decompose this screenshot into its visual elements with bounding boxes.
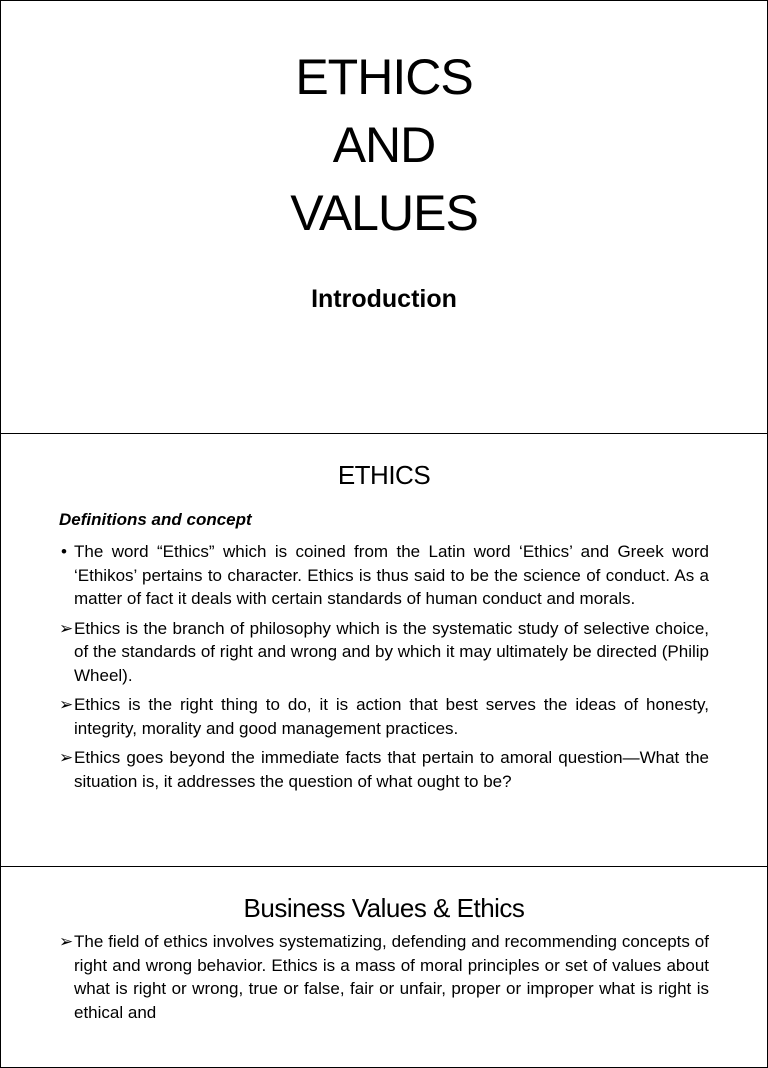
slide-ethics <box>0 433 768 867</box>
slide-subtitle: Introduction <box>311 285 457 313</box>
list-item <box>59 746 709 793</box>
list-item-text: Ethics is the branch of philosophy which is the systematic study of selective choice, of the standards of right and wrong and by which it may ultimately be directed (Philip Wheel). <box>74 618 709 685</box>
arrow-bullet-icon: ➢ <box>59 932 74 951</box>
arrow-bullet-icon: ➢ <box>59 618 74 638</box>
slide-business-values <box>0 866 768 1068</box>
title-line: ETHICS <box>295 49 473 105</box>
bullet-icon: • <box>61 542 67 561</box>
list-item <box>59 693 709 740</box>
list-item <box>59 617 709 688</box>
slide-heading: ETHICS <box>337 460 431 490</box>
arrow-bullet-icon: ➢ <box>59 695 74 714</box>
title-line: VALUES <box>290 185 478 241</box>
list-item-text: Ethics goes beyond the immediate facts that pertain to amoral question—What the situation is, it addresses the question of what ought to be? <box>74 748 709 791</box>
slide-title-heading <box>1 43 767 247</box>
slide-heading: Business Values & Ethics <box>243 893 525 923</box>
list-item-text: The word “Ethics” which is coined from the Latin word ‘Ethics’ and Greek word ‘Ethikos’ pertains to character. Ethics is thus said to be the science of conduct. As a matter of fact it deals with certain standards of human conduct and morals. <box>74 542 709 608</box>
arrow-bullet-icon: ➢ <box>59 748 74 767</box>
definitions-list <box>59 540 709 799</box>
list-item <box>59 540 709 611</box>
title-line: AND <box>332 117 436 173</box>
slide-title <box>0 0 768 434</box>
section-label: Definitions and concept <box>59 510 252 529</box>
list-item-text: Ethics is the right thing to do, it is action that best serves the ideas of honesty, integrity, morality and good management practices. <box>74 695 709 738</box>
list-item-text: The field of ethics involves systematizing, defending and recommending concepts of right and wrong behavior. Ethics is a mass of moral principles or set of values about what is right or wrong, true or false, fair or unfair, proper or improper what is right is ethical and <box>74 932 709 1022</box>
list-item <box>59 930 709 1024</box>
business-values-list <box>59 930 709 1030</box>
